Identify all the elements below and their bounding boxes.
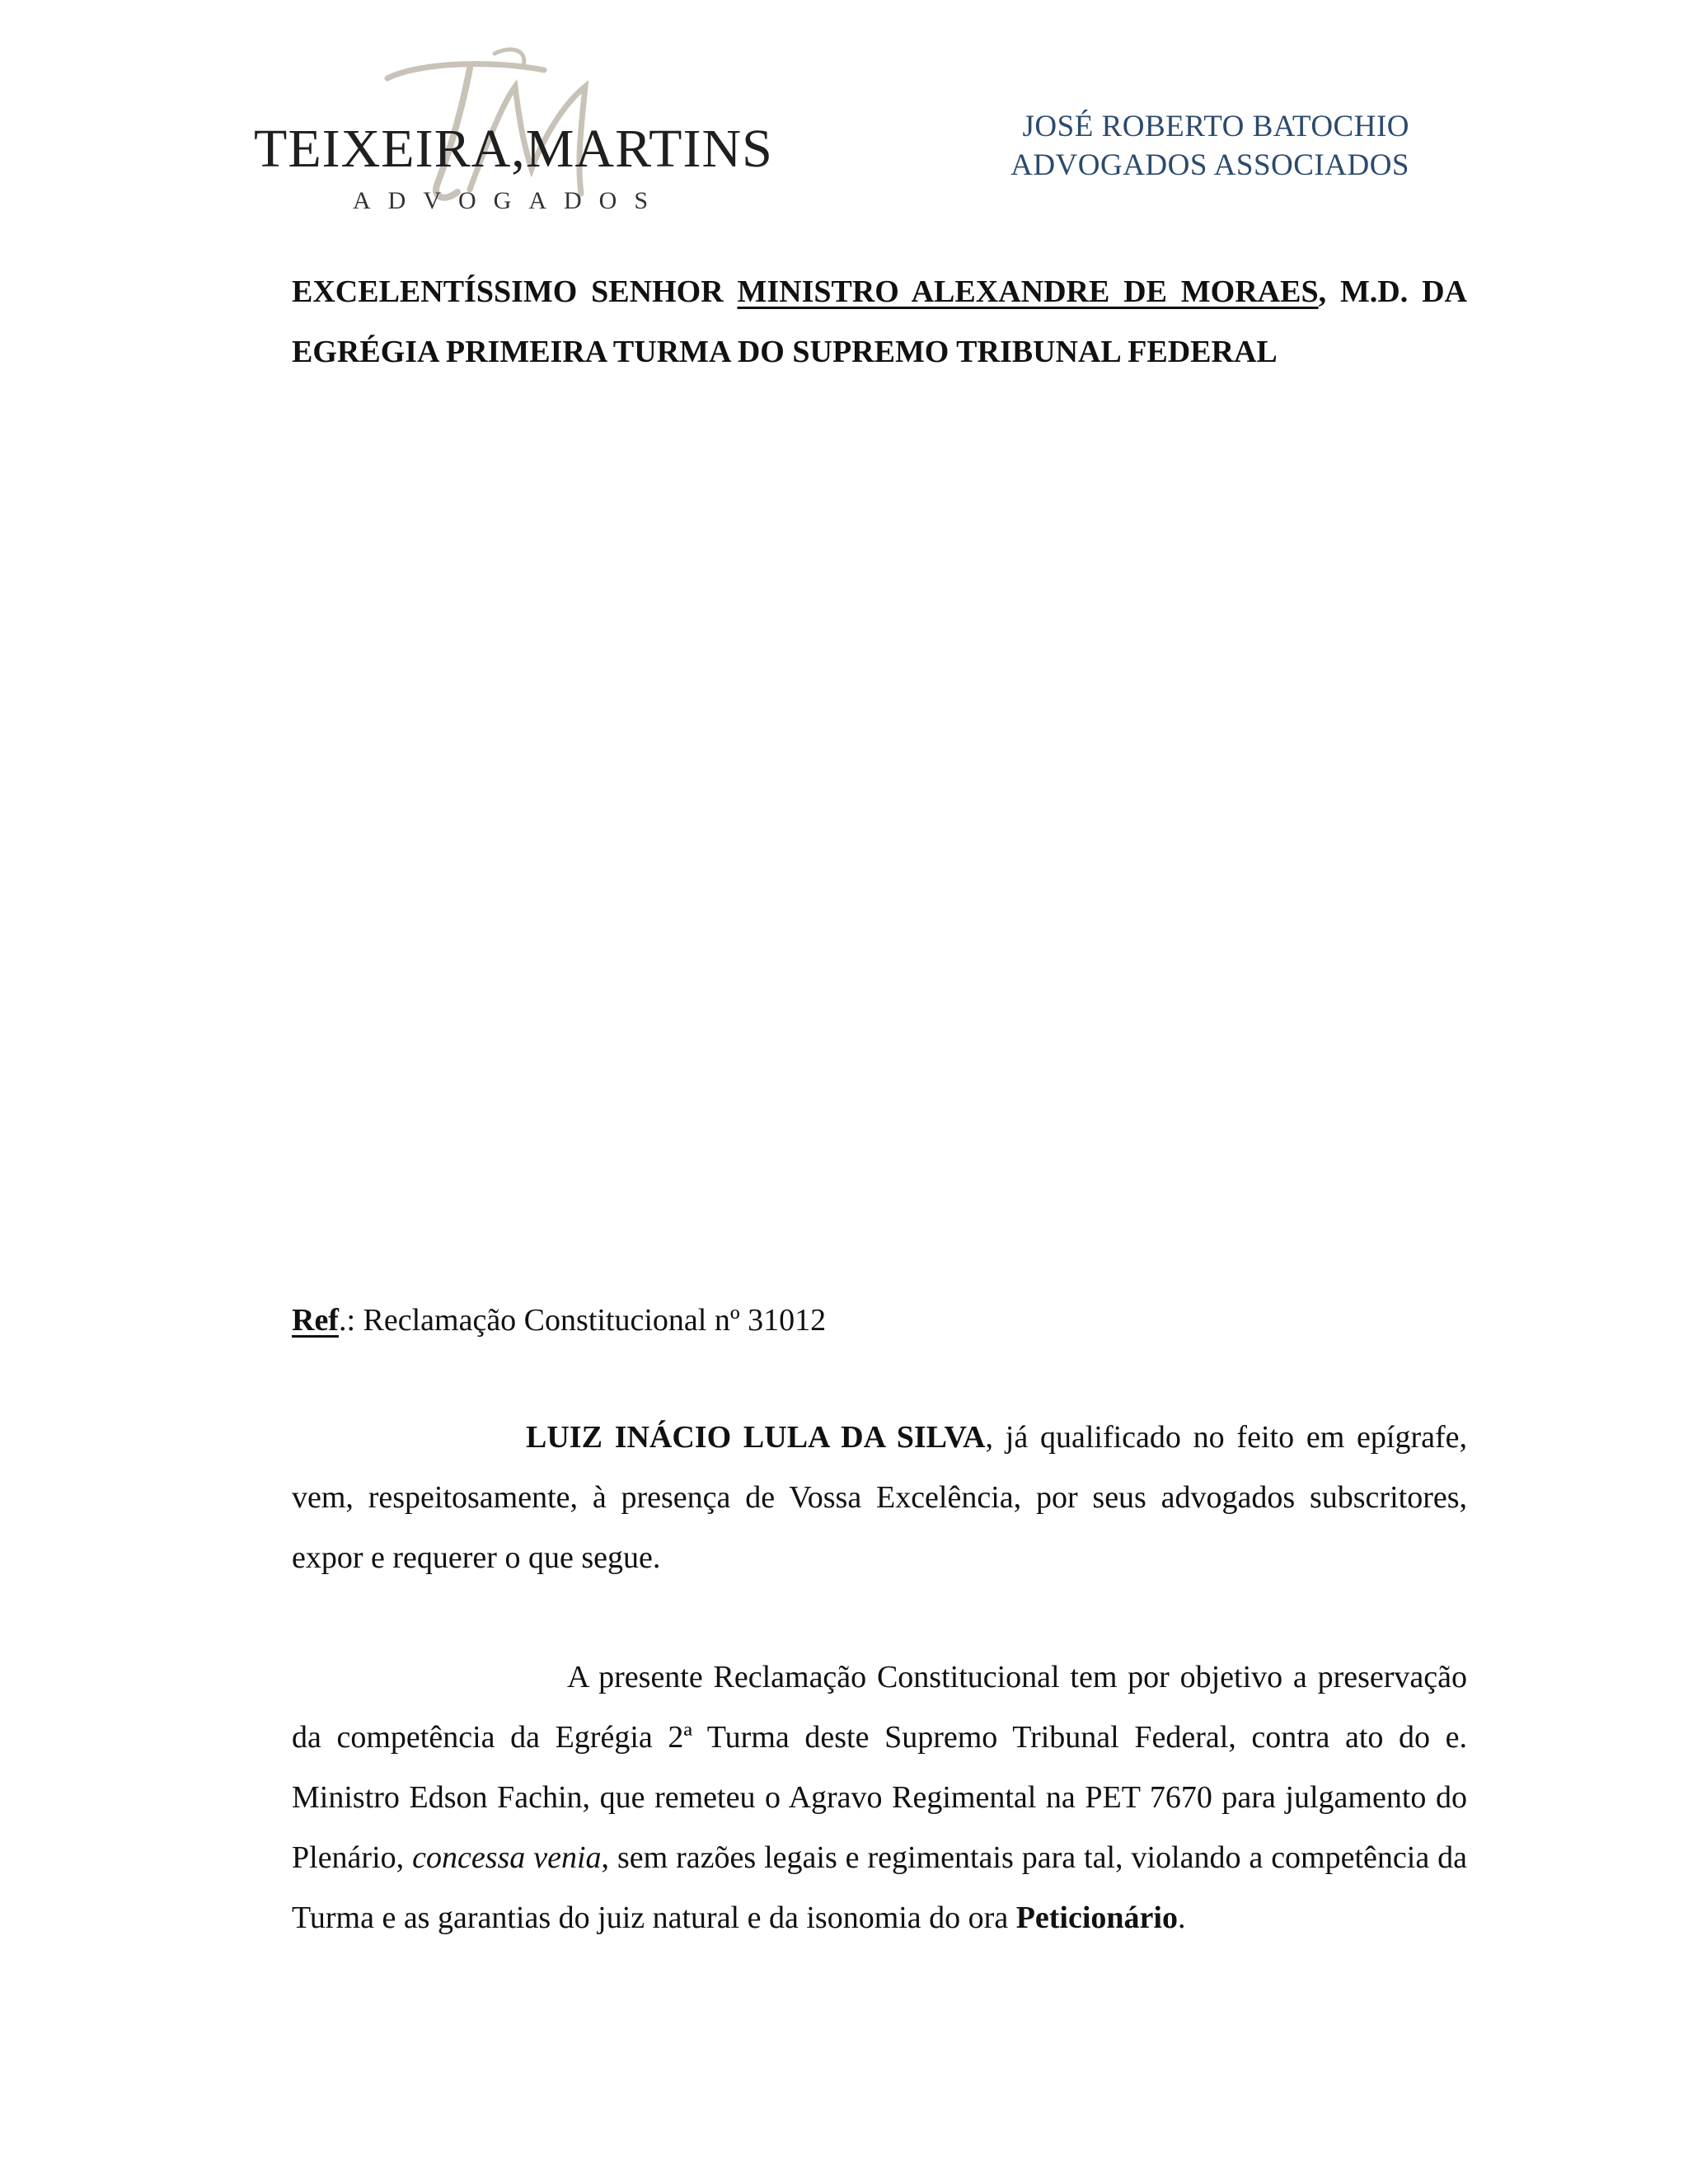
paragraph2-text-c: . <box>1177 1900 1186 1935</box>
paragraph2-italic: concessa venia <box>412 1840 602 1875</box>
firm-right-name <box>948 107 1409 185</box>
reference-label: Ref <box>292 1303 339 1338</box>
addressee-suffix: , M.D. DA EGRÉGIA PRIMEIRA TURMA DO SUPREMO TRIBUNAL FEDERAL <box>292 274 1467 369</box>
paragraph1-text: , já qualificado no feito em epígrafe, vem, respeitosamente, à presença de Vossa Excelência, por seus advogados subscritores, expor e requerer o que segue. <box>292 1420 1467 1575</box>
paragraph2-text-a: A presente Reclamação Constitucional tem por objetivo a preservação da competência da Egrégia 2ª Turma deste Supremo Tribunal Federal, contra ato do e. Ministro Edson Fachin, que remeteu o Agravo Regimental na PET 7670 para julgamento do Plenário, <box>292 1660 1467 1875</box>
firm-left-name: TEIXEIRA,MARTINS <box>254 119 773 179</box>
paragraph2-text-b: , sem razões legais e regimentais para tal, violando a competência da Turma e as garantias do juiz natural e da isonomia do ora <box>292 1840 1468 1935</box>
firm-right-line1: JOSÉ ROBERTO BATOCHIO <box>1022 110 1409 143</box>
firm-left-subtitle: ADVOGADOS <box>353 187 666 214</box>
addressee-prefix: EXCELENTÍSSIMO SENHOR <box>292 274 738 309</box>
petitioner-name: LUIZ INÁCIO LULA DA SILVA <box>526 1420 986 1455</box>
firm-right-line2: ADVOGADOS ASSOCIADOS <box>1010 148 1409 182</box>
addressee-minister: MINISTRO ALEXANDRE DE MORAES <box>737 274 1319 309</box>
paragraph2-bold: Peticionário <box>1015 1900 1178 1935</box>
reference-line <box>292 1291 1467 1351</box>
paragraph-objective <box>292 1647 1467 1948</box>
reference-text: .: Reclamação Constitucional nº 31012 <box>338 1303 827 1338</box>
addressee-block <box>292 262 1467 382</box>
firm-logo-teixeira-martins <box>247 45 773 227</box>
paragraph-introduction <box>292 1408 1467 1588</box>
